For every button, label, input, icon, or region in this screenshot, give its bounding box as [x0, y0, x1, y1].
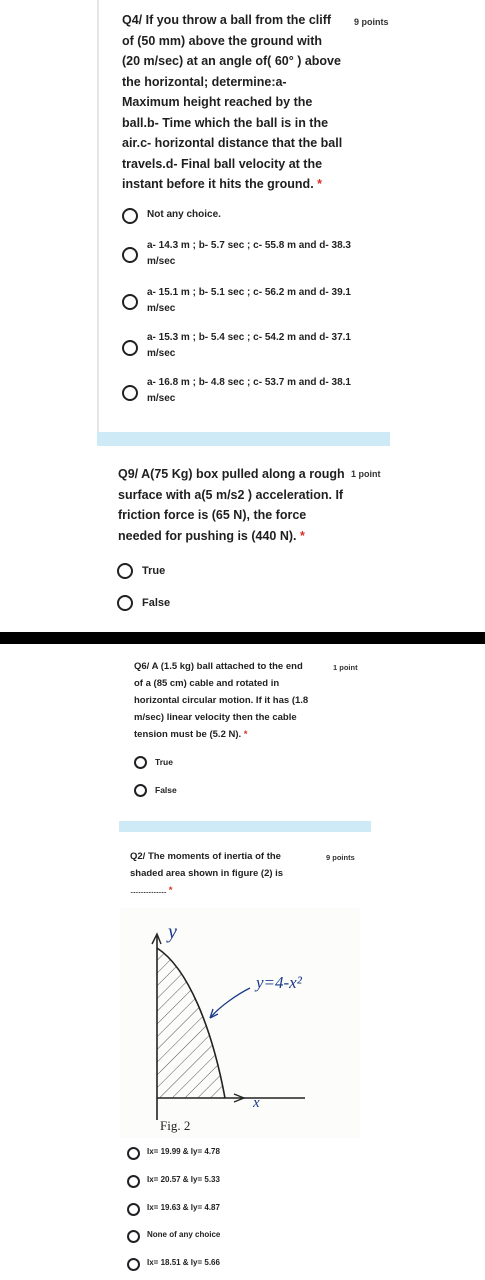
- question-line: (20 m/sec) at an angle of( 60° ) above: [122, 54, 341, 68]
- required-asterisk: *: [299, 528, 305, 543]
- radio-option-false[interactable]: [134, 784, 147, 797]
- option-label: False: [142, 597, 171, 609]
- option-label: None of any choice: [147, 1230, 221, 1239]
- radio-option[interactable]: [122, 294, 138, 310]
- points-label: 9 points: [354, 17, 389, 27]
- y-axis-label: y: [168, 921, 177, 943]
- radio-option-true[interactable]: [117, 563, 133, 579]
- option-label: True: [155, 757, 173, 767]
- required-asterisk: *: [243, 729, 248, 740]
- points-label: 1 point: [333, 663, 358, 672]
- question-line: air.c- horizontal distance that the ball: [122, 136, 343, 150]
- answer-blank-dots: ......................: [130, 885, 167, 896]
- radio-option[interactable]: [127, 1147, 140, 1160]
- x-axis-label: x: [253, 1095, 260, 1111]
- option-label: Not any choice.: [147, 209, 221, 220]
- question-line: the horizontal; determine:a-: [122, 74, 287, 89]
- option-label: False: [155, 785, 177, 795]
- radio-option[interactable]: [122, 247, 138, 263]
- radio-option[interactable]: [122, 340, 138, 356]
- question-line: travels.d- Final ball velocity at the: [122, 156, 323, 171]
- required-asterisk: *: [317, 177, 323, 191]
- points-label: 9 points: [326, 853, 355, 862]
- option-label: a- 15.1 m ; b- 5.1 sec ; c- 56.2 m and d- 39.1 m/sec: [147, 287, 351, 314]
- radio-option[interactable]: [127, 1175, 140, 1188]
- option-label: a- 15.3 m ; b- 5.4 sec ; c- 54.2 m and d- 37.1 m/sec: [147, 332, 351, 359]
- question-line: instant before it hits the ground. *: [122, 177, 323, 191]
- question-title: Q9/ A(75 Kg) box pulled along a rough surface with a(5 m/s2 ) acceleration. If friction force is (65 N), the force needed for pushing is (440 N). *: [118, 467, 345, 543]
- question-line: of (50 mm) above the ground with: [122, 33, 323, 48]
- radio-option[interactable]: [127, 1203, 140, 1216]
- card-left-border: [97, 0, 99, 432]
- required-asterisk: *: [168, 885, 173, 896]
- figure-2-image: [120, 908, 360, 1138]
- radio-option[interactable]: [127, 1258, 140, 1271]
- question-line: Q4/ If you throw a ball from the cliff: [122, 13, 332, 27]
- option-label: True: [142, 565, 166, 577]
- radio-option-false[interactable]: [117, 595, 133, 611]
- option-label: a- 14.3 m ; b- 5.7 sec ; c- 55.8 m and d- 38.3 m/sec: [147, 240, 351, 267]
- question-title: Q2/ The moments of inertia of the shaded area shown in figure (2) is ...................... *: [130, 851, 284, 896]
- curve-equation-label: y=4-x²: [256, 973, 302, 992]
- question-line: Maximum height reached by the: [122, 95, 313, 109]
- question-line: ball.b- Time which the ball is in the: [122, 115, 329, 130]
- option-label: Ix= 19.99 & Iy= 4.78: [147, 1147, 220, 1156]
- option-label: Ix= 18.51 & Iy= 5.66: [147, 1258, 220, 1267]
- question-title: Q6/ A (1.5 kg) ball attached to the end of a (85 cm) cable and rotated in horizontal circular motion. If it has (1.8 m/sec) linear velocity then the cable tension must be (5.2 N). *: [134, 661, 309, 740]
- option-label: a- 16.8 m ; b- 4.8 sec ; c- 53.7 m and d- 38.1 m/sec: [147, 377, 351, 404]
- radio-option[interactable]: [122, 208, 138, 224]
- screenshot-separator: [0, 632, 485, 644]
- points-label: 1 point: [351, 469, 381, 479]
- radio-option[interactable]: [127, 1230, 140, 1243]
- section-divider: [97, 432, 390, 446]
- option-label: Ix= 19.63 & Iy= 4.87: [147, 1203, 220, 1212]
- radio-option-true[interactable]: [134, 756, 147, 769]
- figure-caption: Fig. 2: [160, 1118, 191, 1133]
- section-divider: [119, 821, 371, 832]
- question-title: [122, 10, 362, 195]
- option-label: Ix= 20.57 & Iy= 5.33: [147, 1175, 220, 1184]
- radio-option[interactable]: [122, 385, 138, 401]
